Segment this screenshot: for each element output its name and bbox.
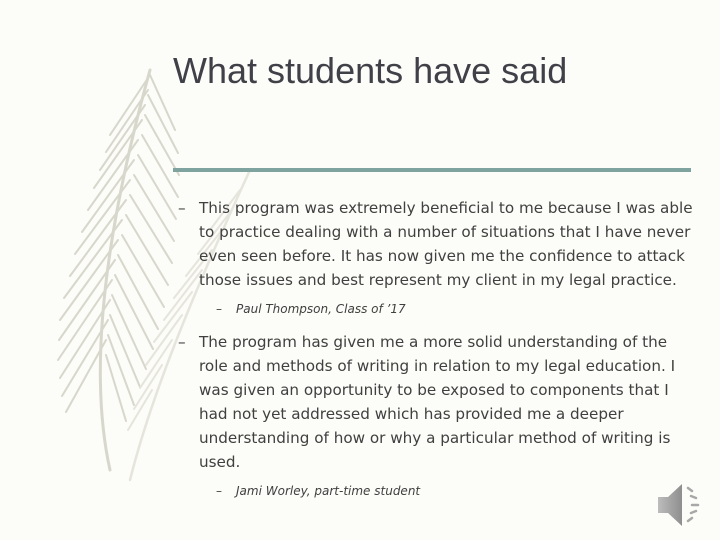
quote-item bbox=[178, 330, 698, 474]
quote-text: This program was extremely beneficial to me because I was able to practice dealing with a number of situations that I have never even seen before. It has now given me the confidence to attack those issues and best represent my client in my legal practice. bbox=[199, 199, 693, 289]
title-divider bbox=[173, 168, 691, 172]
slide-title: What students have said bbox=[173, 50, 568, 91]
attribution-text: Jami Worley, part-time student bbox=[236, 484, 421, 498]
bullet-dash: – bbox=[178, 199, 186, 217]
quote-item bbox=[178, 196, 698, 292]
quotes-list bbox=[178, 196, 698, 512]
bullet-dash: – bbox=[216, 302, 222, 316]
bullet-dash: – bbox=[216, 484, 222, 498]
quote-attribution bbox=[178, 300, 698, 318]
quote-attribution bbox=[178, 482, 698, 500]
bullet-dash: – bbox=[178, 333, 186, 351]
attribution-text: Paul Thompson, Class of ’17 bbox=[236, 302, 406, 316]
speaker-icon[interactable] bbox=[656, 480, 712, 530]
quote-text: The program has given me a more solid understanding of the role and methods of writing in relation to my legal education. I was given an opportunity to be exposed to components that I had not yet addressed which has provided me a deeper understanding of how or why a particular method of writing is used. bbox=[199, 333, 676, 471]
